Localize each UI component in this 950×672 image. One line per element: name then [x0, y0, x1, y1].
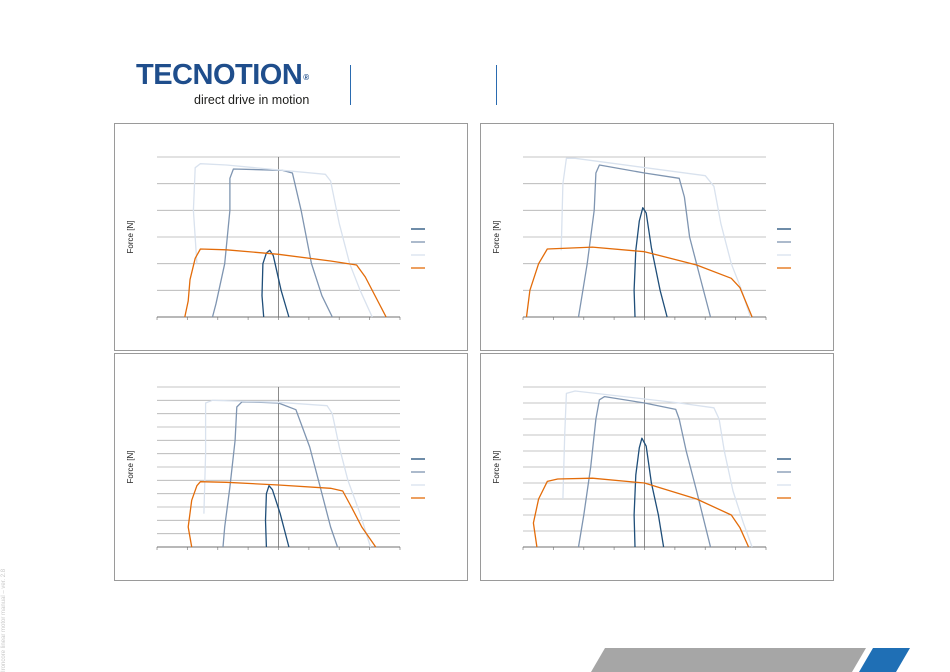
y-axis-label: Force [N]	[126, 450, 135, 484]
y-axis-label: Force [N]	[492, 220, 501, 254]
logo-registered-mark: ®	[303, 73, 309, 82]
footer-gray-bar	[591, 648, 866, 672]
footer-blue-bar	[859, 648, 910, 672]
logo-tagline: direct drive in motion	[194, 93, 310, 107]
side-footer-text: Ironcore linear motor manual – ver. 2.8	[1, 568, 7, 672]
y-axis-label: Force [N]	[126, 220, 135, 254]
y-axis-label: Force [N]	[492, 450, 501, 484]
logo-wordmark: TECNOTION	[136, 59, 303, 91]
